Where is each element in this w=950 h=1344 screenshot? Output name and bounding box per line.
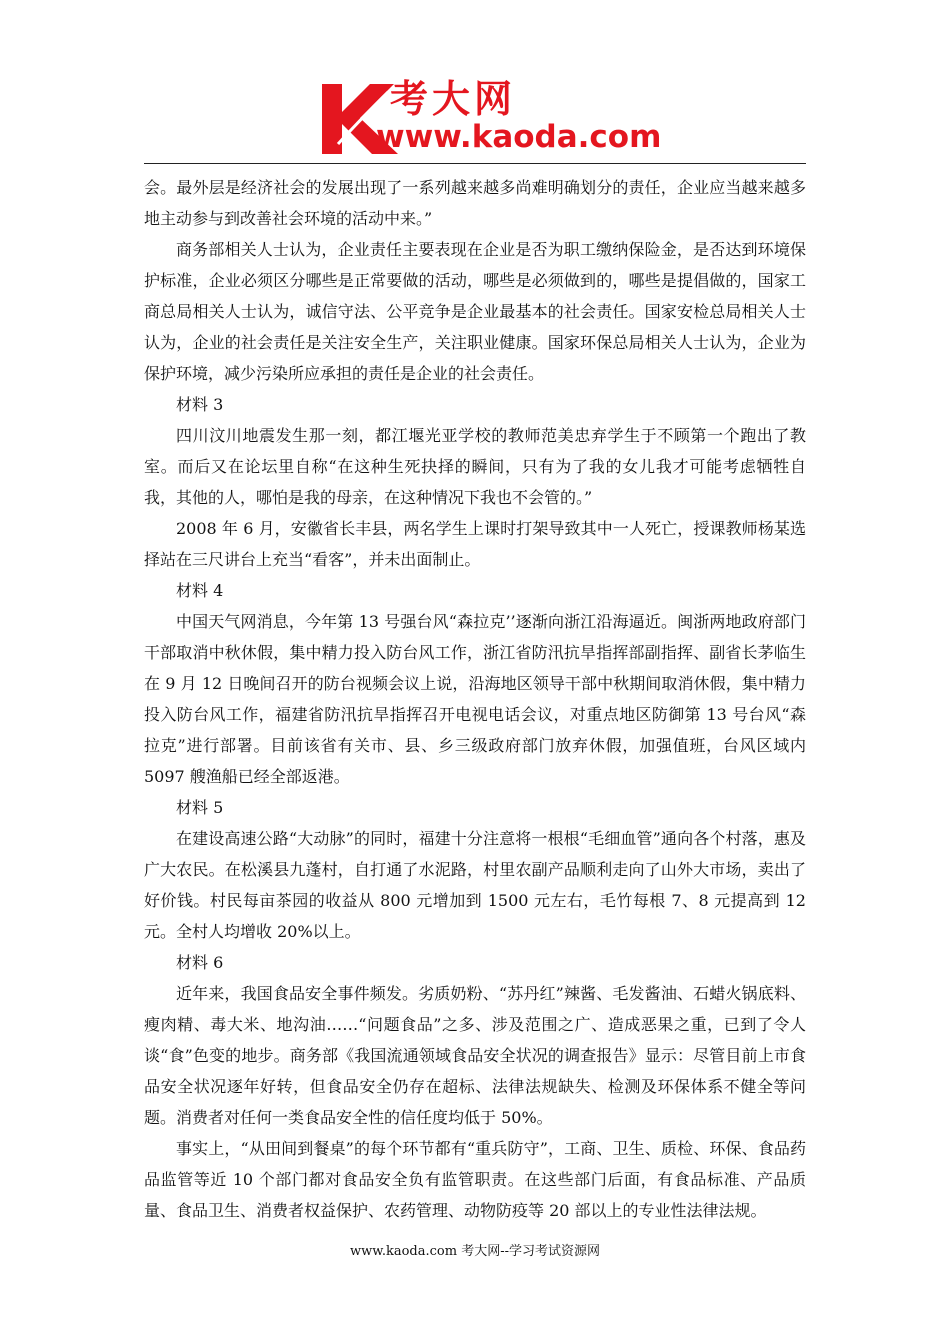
paragraph-continuation: 会。最外层是经济社会的发展出现了一系列越来越多尚难明确划分的责任，企业应当越来越多地主动参与到改善社会环境的活动中来。” xyxy=(144,178,806,228)
material-4-heading: 材料 4 xyxy=(176,581,224,600)
header-divider xyxy=(144,163,806,164)
page-header xyxy=(0,0,950,168)
paragraph-commerce-ministry: 商务部相关人士认为，企业责任主要表现在企业是否为职工缴纳保险金，是否达到环境保护标准，企业必须区分哪些是正常要做的活动，哪些是必须做到的，哪些是提倡做的，国家工商总局相关人士认为，诚信守法、公平竞争是企业最基本的社会责任。国家安检总局相关人士认为，企业的社会责任是关注安全生产，关注职业健康。国家环保总局相关人士认为，企业为保护环境，减少污染所应承担的责任是企业的社会责任。 xyxy=(144,240,806,383)
page-footer: www.kaoda.com 考大网--学习考试资源网 xyxy=(350,1244,600,1259)
site-logo[interactable] xyxy=(318,77,662,160)
logo-chinese-text: 考大网 xyxy=(390,77,517,121)
paragraph-changfeng-incident: 2008 年 6 月，安徽省长丰县，两名学生上课时打架导致其中一人死亡，授课教师杨某选择站在三尺讲台上充当“看客”，并未出面制止。 xyxy=(144,519,806,569)
paragraph-earthquake-teacher: 四川汶川地震发生那一刻，都江堰光亚学校的教师范美忠弃学生于不顾第一个跑出了教室。而后又在论坛里自称“在这种生死抉择的瞬间，只有为了我的女儿我才可能考虑牺牲自我，其他的人，哪怕是我的母亲，在这种情况下我也不会管的。” xyxy=(144,426,806,507)
material-3-heading: 材料 3 xyxy=(176,395,224,414)
paragraph-fujian-roads: 在建设高速公路“大动脉”的同时，福建十分注意将一根根“毛细血管”通向各个村落，惠及广大农民。在松溪县九蓬村，自打通了水泥路，村里农副产品顺利走向了山外大市场，卖出了好价钱。村民每亩茶园的收益从 800 元增加到 1500 元左右，毛竹每根 7、8 元提高到 12 元。全村人均增收 20%以上。 xyxy=(144,829,806,941)
document-body xyxy=(144,172,806,1226)
paragraph-typhoon: 中国天气网消息，今年第 13 号强台风“森拉克’’逐渐向浙江沿海逼近。闽浙两地政府部门干部取消中秋休假，集中精力投入防台风工作，浙江省防汛抗旱指挥部副指挥、副省长茅临生在 9 月 12 日晚间召开的防台视频会议上说，沿海地区领导干部中秋期间取消休假，集中精力投入防台风工作，福建省防汛抗旱指挥召开电视电话会议，对重点地区防御第 13 号台风“森拉克”进行部署。目前该省有关市、县、乡三级政府部门放弃休假，加强值班，台风区域内 5097 艘渔船已经全部返港。 xyxy=(144,612,806,786)
material-5-heading: 材料 5 xyxy=(176,798,224,817)
material-6-heading: 材料 6 xyxy=(176,953,224,972)
paragraph-food-safety: 近年来，我国食品安全事件频发。劣质奶粉、“苏丹红”辣酱、毛发酱油、石蜡火锅底料、瘦肉精、毒大米、地沟油……“问题食品”之多、涉及范围之广、造成恶果之重，已到了令人谈“食”色变的地步。商务部《我国流通领域食品安全状况的调查报告》显示：尽管目前上市食品安全状况逐年好转，但食品安全仍存在超标、法律法规缺失、检测及环保体系不健全等问题。消费者对任何一类食品安全性的信任度均低于 50%。 xyxy=(144,984,806,1127)
paragraph-regulation: 事实上，“从田间到餐桌”的每个环节都有“重兵防守”，工商、卫生、质检、环保、食品药品监管等近 10 个部门都对食品安全负有监管职责。在这些部门后面，有食品标准、产品质量、食品卫生、消费者权益保护、农药管理、动物防疫等 20 部以上的专业性法律法规。 xyxy=(144,1139,806,1220)
logo-url-text: www.kaoda.com xyxy=(376,119,662,155)
